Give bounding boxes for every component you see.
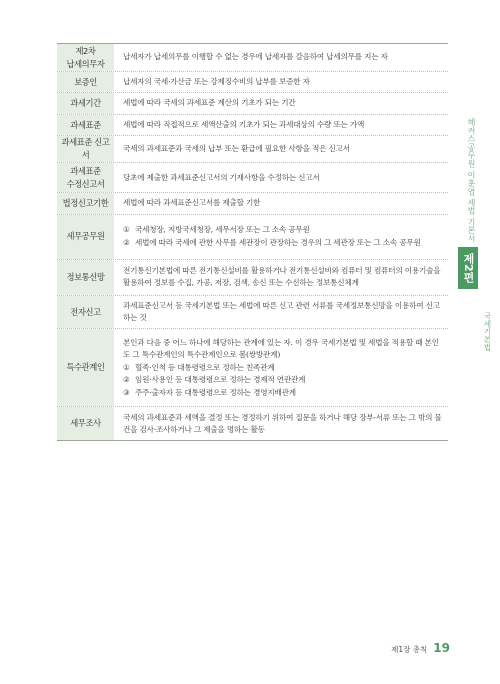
- term-label: 전자신고: [70, 306, 101, 317]
- table-row: [57, 260, 448, 296]
- term-cell: [57, 329, 114, 406]
- term-label: 과세기간: [70, 98, 101, 109]
- term-cell: [57, 260, 114, 295]
- term-label: 과세표준 신고서: [61, 137, 110, 161]
- definition-text: 전기통신기본법에 따른 전기통신설비를 활용하거나 전기통신설비와 컴퓨터 및 컴퓨터의 이용기술을 활용하여 정보를 수집, 가공, 저장, 검색, 송신 또는 수신하는 정보통신체계: [123, 265, 441, 288]
- definition-cell: [114, 72, 448, 92]
- table-row: [57, 407, 448, 440]
- table-row: [57, 163, 448, 193]
- term-cell: [57, 44, 114, 71]
- definition-text: 납세자의 국세·가산금 또는 강제징수비의 납부를 보증한 자: [123, 77, 310, 86]
- term-label: 제2차: [75, 45, 96, 56]
- item-text: 국세청장, 지방국세청장, 세무서장 또는 그 소속 공무원: [135, 225, 310, 235]
- definition-cell: [114, 93, 448, 113]
- table-row: [57, 93, 448, 114]
- part-tab-label: 제2편: [462, 253, 475, 283]
- item-number: ①: [123, 362, 130, 372]
- term-label: 법정신고기한: [62, 197, 109, 208]
- term-cell: [57, 407, 114, 440]
- page-footer: [391, 641, 450, 655]
- book-title-side-label: 해커스공무원 이훈엽 세법 기본서: [467, 118, 476, 243]
- item-text: 혈족·인척 등 대통령령으로 정하는 친족관계: [135, 362, 275, 372]
- item-number: ①: [123, 225, 130, 235]
- term-cell: [57, 93, 114, 113]
- term-label: 특수관계인: [66, 362, 105, 373]
- numbered-item: [123, 224, 442, 236]
- definition-cell: [114, 260, 448, 295]
- footer-chapter: 제1장 총칙: [391, 645, 428, 654]
- definition-text: 국세의 과세표준과 국세의 납부 또는 환급에 필요한 사항을 적은 신고서: [123, 144, 350, 154]
- definition-text: 당초에 제출한 과세표준신고서의 기재사항을 수정하는 신고서: [123, 172, 320, 182]
- item-text: 임원·사용인 등 대통령령으로 정하는 경제적 연관관계: [135, 375, 306, 385]
- numbered-item: [123, 374, 442, 386]
- term-label: 과세표준: [70, 119, 101, 130]
- term-label: 세무조사: [70, 418, 101, 429]
- definition-cell: [114, 329, 448, 406]
- term-cell: [57, 163, 114, 192]
- definition-text: 국세의 과세표준과 세액을 결정 또는 경정하기 위하여 질문을 하거나 해당 장부·서류 또는 그 밖의 물건을 검사·조사하거나 그 제출을 명하는 활동: [123, 412, 442, 434]
- term-label: 보증인: [74, 76, 97, 87]
- item-number: ③: [123, 387, 130, 397]
- numbered-item: [123, 362, 442, 374]
- table-row: [57, 193, 448, 214]
- page-number: 19: [433, 641, 450, 655]
- term-cell: [57, 215, 114, 259]
- definition-text: 세법에 따라 과세표준신고서를 제출할 기한: [123, 198, 261, 208]
- term-cell: [57, 72, 114, 92]
- term-cell: [57, 136, 114, 162]
- definition-text: 납세자가 납세의무를 이행할 수 없는 경우에 납세자를 갈음하여 납세의무를 지는 자: [123, 52, 388, 62]
- term-cell: [57, 193, 114, 213]
- item-number: ②: [123, 375, 130, 385]
- table-row: [57, 44, 448, 72]
- term-label: 납세의무자: [66, 58, 105, 69]
- term-cell: [57, 296, 114, 329]
- definition-cell: [114, 193, 448, 213]
- definition-text: 세법에 따라 직접적으로 세액산출의 기초가 되는 과세대상의 수량 또는 가액: [123, 119, 365, 129]
- part-tab[interactable]: [458, 247, 478, 289]
- definition-cell: [114, 136, 448, 162]
- definition-cell: [114, 215, 448, 259]
- term-label: 정보통신망: [66, 271, 105, 282]
- definition-text: 과세표준신고서 등 국세기본법 또는 세법에 따른 신고 관련 서류를 국세정보통신망을 이용하여 신고하는 것: [123, 300, 440, 323]
- table-row: [57, 296, 448, 330]
- item-number: ②: [123, 237, 130, 247]
- definition-cell: [114, 407, 448, 440]
- term-label: 수정신고서: [66, 178, 105, 189]
- definition-cell: [114, 115, 448, 135]
- definition-cell: [114, 296, 448, 329]
- part-subject-side-label: 국세기본법: [483, 312, 492, 351]
- term-label: 과세표준: [70, 165, 101, 176]
- definition-text: 본인과 다음 중 어느 하나에 해당하는 관계에 있는 자. 이 경우 국세기본법 및 세법을 적용할 때 본인도 그 특수관계인의 특수관계인으로 봄(쌍방관계): [123, 337, 439, 360]
- definition-cell: [114, 163, 448, 192]
- table-row: [57, 215, 448, 260]
- table-row: [57, 136, 448, 163]
- numbered-item: [123, 387, 442, 399]
- numbered-item: [123, 237, 442, 249]
- definitions-table: [57, 43, 448, 441]
- table-row: [57, 329, 448, 407]
- item-text: 주주·출자자 등 대통령령으로 정하는 경영지배관계: [135, 387, 296, 397]
- term-label: 세무공무원: [66, 231, 105, 242]
- definition-text: 세법에 따라 국세의 과세표준 계산의 기초가 되는 기간: [123, 98, 296, 108]
- table-row: [57, 72, 448, 93]
- definition-cell: [114, 44, 448, 71]
- item-text: 세법에 따라 국세에 관한 사무를 세관장이 관장하는 경우의 그 세관장 또는 그 소속 공무원: [135, 237, 421, 247]
- term-cell: [57, 115, 114, 135]
- table-row: [57, 115, 448, 136]
